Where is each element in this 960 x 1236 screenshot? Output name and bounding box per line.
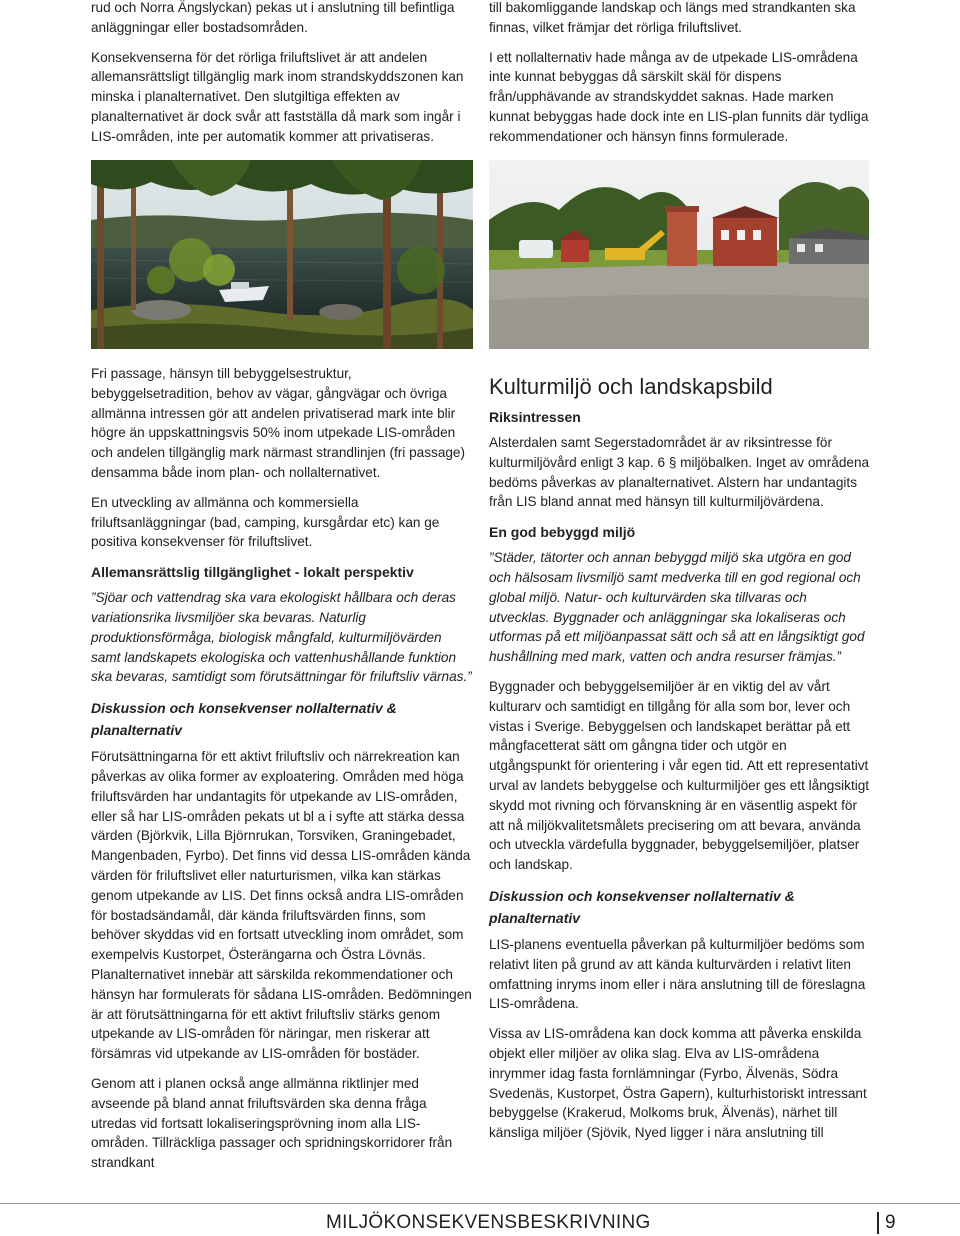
paragraph: Vissa av LIS-områdena kan dock komma att påverka enskilda objekt eller miljöer av olika slag. Elva av LIS-områdena inrymmer idag fasta fornlämningar (Fyrbo, Älvenäs, Södra Svedenäs, Kustorpet, Östra Gapern), kulturhistoriskt intressant bebyggelse (Krakerud, Molkoms bruk, Älvenäs), närhet till känsliga miljöer (Sjövik, Nyed ligger i nära anslutning till bbox=[489, 1026, 867, 1141]
footer-title: MILJÖKONSEKVENSBESKRIVNING bbox=[326, 1212, 651, 1233]
subheading: En god bebyggd miljö bbox=[489, 524, 636, 541]
footer-rule bbox=[0, 1203, 960, 1204]
top-right-column bbox=[489, 0, 871, 157]
paragraph: rud och Norra Ängslyckan) pekas ut i anslutning till befintliga anläggningar eller bostadsområden. bbox=[91, 0, 455, 35]
paragraph: Fri passage, hänsyn till bebyggelsestruktur, bebyggelsetradition, behov av vägar, gångvägar och övriga allmänna intressen gör att andelen privatiserad mark inte blir högre än uppskattningsvis 50% inom utpekade LIS-områden och andelen tillgänglig mark närmast strandlinjen (fri passage) densamma både inom plan- och nollalternativet. bbox=[91, 366, 466, 480]
subheading: Riksintressen bbox=[489, 409, 581, 425]
paragraph: Alsterdalen samt Segerstadområdet är av riksintresse för kulturmiljövård enligt 3 kap. 6 § miljöbalken. Inget av områdena bedöms påverkas av planalternativet. Alstern har undantagits från LIS bland annat med hänsyn till kulturmiljövärdena. bbox=[489, 435, 870, 510]
paragraph: LIS-planens eventuella påverkan på kulturmiljöer bedöms som relativt liten på grund av att kända kulturvärden i relativt liten omfattning inryms inom eller i nära anslutning till de föreslagna LIS-områdena. bbox=[489, 936, 866, 1012]
paragraph: Byggnader och bebyggelsemiljöer är en viktig del av vårt kulturarv och samtidigt en tillgång för alla som bor, lever och vistas i Sverige. Bebyggelsen och landskapet berättar på ett mångfacetterat sätt om gångna tider och utgör en utgångspunkt för orientering i vår egen tid. Att ett representativt urval av landets bebyggelse och kulturmiljöer ges ett långsiktigt skydd mot rivning och förvanskning är en väsentlig aspekt för att nå miljökvalitetsmålets precisering om att bevara, använda och utveckla värdefulla byggnader, bebyggelsemiljöer, platser och landskap. bbox=[489, 678, 870, 873]
bottom-right-column bbox=[489, 373, 871, 1153]
subheading: Diskussion och konsekvenser nollalternativ & planalternativ bbox=[489, 887, 795, 926]
paragraph: Förutsättningarna för ett aktivt friluftsliv och närrekreation kan påverkas av olika former av exploatering. Områden med höga friluftsvärden har undantagits för utpekande av LIS-områden, eller så har LIS-områden pekats ut bl a i syfte att stärka dessa värden (Björkvik, Lilla Björnrukan, Torsviken, Graningebadet, Mangenbaden, Fyrbo). Det finns vid dessa LIS-områden kända värden för friluftslivet eller naturturismen, vilka kan stärkas genom utpekande av LIS. Det finns också andra LIS-områden för bostadsändamål, där kända friluftsvärden finns, som behöver skyddas vid en fortsatt utveckling inom området, som exempelvis Kustorpet, Österängarna och Östra Lövnäs. Planalternativet innebär att särskilda rekommendationer och hänsyn har formulerats för sådana LIS-områden. Bedömningen är att förutsättningarna för ett aktivt friluftsliv stärks genom utpekande av LIS-områden för näringar, men riskerar att försämras vid utpekande av LIS-områden för bostäder. bbox=[91, 749, 472, 1062]
paragraph: Konsekvenserna för det rörliga friluftslivet är att andelen allemansrättsligt tillgänglig mark inom strandskyddszonen kan minska i planalternativet. Den slutgiltiga effekten av planalternativet är dock svår att fastställa då mark som ingår i LIS-områden, inte per automatik kommer att privatiseras. bbox=[91, 49, 464, 144]
lake-photo bbox=[91, 160, 473, 349]
page-number: 9 bbox=[885, 1212, 896, 1233]
buildings-photo bbox=[489, 160, 869, 349]
paragraph: I ett nollalternativ hade många av de utpekade LIS-områdena inte kunnat bebyggas då särskilt skäl för dispens från/upphävande av strandskyddet saknas. Hade marken kunnat bebyggas hade dock inte en LIS-plan funnits där tydliga rekommendationer och hänsyn finns formulerade. bbox=[489, 49, 869, 144]
quote: ”Städer, tätorter och annan bebyggd miljö ska utgöra en god och hälsosam livsmiljö samt medverka till en god regional och global miljö. Natur- och kulturvärden ska tillvaras och utvecklas. Byggnader och anläggningar ska lokaliseras och utformas på ett miljöanpassat sätt och så att en långsiktigt god hushållning med mark, vatten och andra resurser främjas.” bbox=[489, 550, 865, 665]
footer-separator bbox=[877, 1212, 879, 1234]
top-left-column bbox=[91, 0, 473, 157]
section-title: Kulturmiljö och landskapsbild bbox=[489, 374, 773, 399]
quote: ”Sjöar och vattendrag ska vara ekologiskt hållbara och deras variationsrika livsmiljöer ska bevaras. Naturlig produktionsförmåga, biologisk mångfald, kulturmiljövärden samt landskapets ekologiska och vattenhushållande funktion ska bevaras, samtidigt som förutsättningar för friluftsliv värnas.” bbox=[91, 590, 472, 685]
subheading: Allemansrättslig tillgänglighet - lokalt perspektiv bbox=[91, 564, 414, 581]
paragraph: till bakomliggande landskap och längs med strandkanten ska finnas, vilket främjar det rörliga friluftslivet. bbox=[489, 0, 856, 35]
subheading: Diskussion och konsekvenser nollalternativ & planalternativ bbox=[91, 700, 397, 739]
paragraph: En utveckling av allmänna och kommersiella friluftsanläggningar (bad, camping, kursgårdar etc) kan ge positiva konsekvenser för friluftslivet. bbox=[91, 494, 440, 550]
bottom-left-column bbox=[91, 364, 473, 1183]
paragraph: Genom att i planen också ange allmänna riktlinjer med avseende på bland annat friluftsvärden ska denna fråga utredas vid fortsatt lokaliseringsprövning inom alla LIS-områden. Tillräckliga passager och spridningskorridorer från strandkant bbox=[91, 1075, 453, 1171]
